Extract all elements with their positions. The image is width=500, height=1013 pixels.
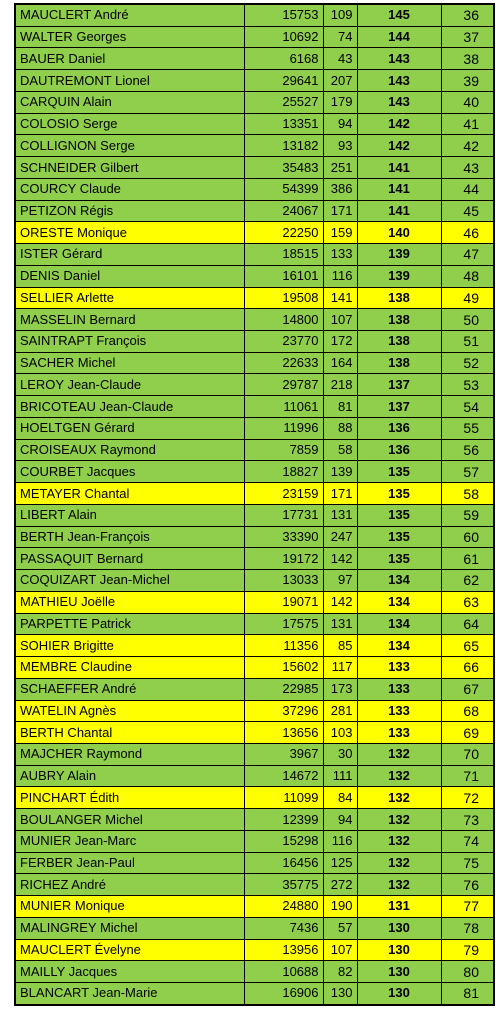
score-cell: 130	[357, 939, 441, 961]
count-cell: 207	[323, 70, 357, 92]
table-row	[15, 852, 494, 874]
total-cell: 35775	[244, 874, 323, 896]
count-cell: 103	[323, 722, 357, 744]
score-cell: 130	[357, 983, 441, 1005]
total-cell: 3967	[244, 743, 323, 765]
table-row	[15, 70, 494, 92]
score-cell: 131	[357, 896, 441, 918]
score-cell: 133	[357, 657, 441, 679]
total-cell: 17575	[244, 613, 323, 635]
score-cell: 138	[357, 309, 441, 331]
score-cell: 130	[357, 961, 441, 983]
player-name-cell: MUNIER Monique	[15, 896, 244, 918]
player-name-cell: MAJCHER Raymond	[15, 743, 244, 765]
count-cell: 133	[323, 244, 357, 266]
player-name-cell: MALINGREY Michel	[15, 917, 244, 939]
count-cell: 131	[323, 504, 357, 526]
count-cell: 171	[323, 200, 357, 222]
score-cell: 132	[357, 809, 441, 831]
rank-cell: 38	[441, 48, 494, 70]
total-cell: 33390	[244, 526, 323, 548]
total-cell: 17731	[244, 504, 323, 526]
table-row	[15, 4, 494, 26]
player-name-cell: CARQUIN Alain	[15, 91, 244, 113]
count-cell: 94	[323, 113, 357, 135]
table-row	[15, 135, 494, 157]
rank-cell: 36	[441, 4, 494, 26]
count-cell: 88	[323, 417, 357, 439]
total-cell: 13656	[244, 722, 323, 744]
score-cell: 138	[357, 352, 441, 374]
score-cell: 132	[357, 787, 441, 809]
table-row	[15, 743, 494, 765]
score-cell: 133	[357, 700, 441, 722]
table-row	[15, 331, 494, 353]
total-cell: 11061	[244, 396, 323, 418]
rank-cell: 44	[441, 178, 494, 200]
count-cell: 190	[323, 896, 357, 918]
player-name-cell: BOULANGER Michel	[15, 809, 244, 831]
rank-cell: 74	[441, 830, 494, 852]
table-row	[15, 765, 494, 787]
player-name-cell: MAILLY Jacques	[15, 961, 244, 983]
table-row	[15, 352, 494, 374]
count-cell: 218	[323, 374, 357, 396]
score-cell: 138	[357, 287, 441, 309]
rank-cell: 76	[441, 874, 494, 896]
score-cell: 134	[357, 591, 441, 613]
player-name-cell: COLLIGNON Serge	[15, 135, 244, 157]
table-row	[15, 374, 494, 396]
total-cell: 22633	[244, 352, 323, 374]
player-name-cell: MASSELIN Bernard	[15, 309, 244, 331]
total-cell: 23770	[244, 331, 323, 353]
total-cell: 10692	[244, 26, 323, 48]
player-name-cell: WATELIN Agnès	[15, 700, 244, 722]
total-cell: 18515	[244, 244, 323, 266]
player-name-cell: PASSAQUIT Bernard	[15, 548, 244, 570]
score-cell: 133	[357, 678, 441, 700]
total-cell: 18827	[244, 461, 323, 483]
rank-cell: 71	[441, 765, 494, 787]
table-row	[15, 461, 494, 483]
total-cell: 11996	[244, 417, 323, 439]
rank-cell: 60	[441, 526, 494, 548]
table-row	[15, 983, 494, 1005]
score-cell: 143	[357, 48, 441, 70]
table-row	[15, 48, 494, 70]
player-name-cell: METAYER Chantal	[15, 483, 244, 505]
rank-cell: 77	[441, 896, 494, 918]
total-cell: 35483	[244, 157, 323, 179]
total-cell: 6168	[244, 48, 323, 70]
total-cell: 11356	[244, 635, 323, 657]
total-cell: 12399	[244, 809, 323, 831]
player-name-cell: SOHIER Brigitte	[15, 635, 244, 657]
count-cell: 141	[323, 287, 357, 309]
table-row	[15, 287, 494, 309]
rank-cell: 47	[441, 244, 494, 266]
total-cell: 29787	[244, 374, 323, 396]
score-cell: 139	[357, 265, 441, 287]
table-row	[15, 830, 494, 852]
score-cell: 136	[357, 439, 441, 461]
score-cell: 132	[357, 743, 441, 765]
table-row	[15, 244, 494, 266]
rank-cell: 55	[441, 417, 494, 439]
score-cell: 143	[357, 70, 441, 92]
table-row	[15, 635, 494, 657]
table-row	[15, 939, 494, 961]
table-row	[15, 917, 494, 939]
table-row	[15, 178, 494, 200]
total-cell: 24880	[244, 896, 323, 918]
player-name-cell: DENIS Daniel	[15, 265, 244, 287]
score-cell: 135	[357, 526, 441, 548]
count-cell: 130	[323, 983, 357, 1005]
count-cell: 107	[323, 309, 357, 331]
count-cell: 173	[323, 678, 357, 700]
table-row	[15, 896, 494, 918]
player-name-cell: MAUCLERT Évelyne	[15, 939, 244, 961]
score-cell: 134	[357, 635, 441, 657]
player-name-cell: BERTH Chantal	[15, 722, 244, 744]
total-cell: 22250	[244, 222, 323, 244]
count-cell: 247	[323, 526, 357, 548]
player-name-cell: PINCHART Édith	[15, 787, 244, 809]
count-cell: 179	[323, 91, 357, 113]
rank-cell: 58	[441, 483, 494, 505]
rank-cell: 72	[441, 787, 494, 809]
player-name-cell: BLANCART Jean-Marie	[15, 983, 244, 1005]
count-cell: 117	[323, 657, 357, 679]
score-cell: 142	[357, 135, 441, 157]
total-cell: 14672	[244, 765, 323, 787]
count-cell: 281	[323, 700, 357, 722]
rank-cell: 50	[441, 309, 494, 331]
count-cell: 251	[323, 157, 357, 179]
table-row	[15, 396, 494, 418]
rank-cell: 66	[441, 657, 494, 679]
rank-cell: 49	[441, 287, 494, 309]
player-name-cell: BAUER Daniel	[15, 48, 244, 70]
score-cell: 135	[357, 548, 441, 570]
player-name-cell: SACHER Michel	[15, 352, 244, 374]
rank-cell: 73	[441, 809, 494, 831]
table-row	[15, 591, 494, 613]
score-cell: 130	[357, 917, 441, 939]
player-name-cell: WALTER Georges	[15, 26, 244, 48]
score-cell: 137	[357, 396, 441, 418]
count-cell: 94	[323, 809, 357, 831]
player-name-cell: ORESTE Monique	[15, 222, 244, 244]
total-cell: 29641	[244, 70, 323, 92]
count-cell: 272	[323, 874, 357, 896]
player-name-cell: DAUTREMONT Lionel	[15, 70, 244, 92]
rank-cell: 56	[441, 439, 494, 461]
rank-cell: 53	[441, 374, 494, 396]
score-cell: 138	[357, 331, 441, 353]
table-row	[15, 570, 494, 592]
total-cell: 23159	[244, 483, 323, 505]
table-row	[15, 439, 494, 461]
table-row	[15, 657, 494, 679]
count-cell: 139	[323, 461, 357, 483]
player-name-cell: MEMBRE Claudine	[15, 657, 244, 679]
ranking-table-body	[15, 4, 494, 1005]
score-cell: 140	[357, 222, 441, 244]
count-cell: 142	[323, 548, 357, 570]
player-name-cell: COQUIZART Jean-Michel	[15, 570, 244, 592]
total-cell: 19508	[244, 287, 323, 309]
rank-cell: 80	[441, 961, 494, 983]
count-cell: 172	[323, 331, 357, 353]
score-cell: 139	[357, 244, 441, 266]
rank-cell: 46	[441, 222, 494, 244]
rank-cell: 51	[441, 331, 494, 353]
player-name-cell: COLOSIO Serge	[15, 113, 244, 135]
total-cell: 11099	[244, 787, 323, 809]
rank-cell: 64	[441, 613, 494, 635]
total-cell: 19071	[244, 591, 323, 613]
score-cell: 134	[357, 570, 441, 592]
total-cell: 13182	[244, 135, 323, 157]
rank-cell: 61	[441, 548, 494, 570]
player-name-cell: ISTER Gérard	[15, 244, 244, 266]
total-cell: 7436	[244, 917, 323, 939]
score-cell: 135	[357, 461, 441, 483]
table-row	[15, 504, 494, 526]
count-cell: 159	[323, 222, 357, 244]
score-cell: 132	[357, 874, 441, 896]
score-cell: 132	[357, 852, 441, 874]
count-cell: 111	[323, 765, 357, 787]
player-name-cell: LEROY Jean-Claude	[15, 374, 244, 396]
player-name-cell: HOELTGEN Gérard	[15, 417, 244, 439]
score-cell: 136	[357, 417, 441, 439]
count-cell: 43	[323, 48, 357, 70]
score-cell: 144	[357, 26, 441, 48]
score-cell: 135	[357, 483, 441, 505]
table-row	[15, 265, 494, 287]
total-cell: 16906	[244, 983, 323, 1005]
total-cell: 16101	[244, 265, 323, 287]
total-cell: 37296	[244, 700, 323, 722]
total-cell: 10688	[244, 961, 323, 983]
total-cell: 14800	[244, 309, 323, 331]
rank-cell: 57	[441, 461, 494, 483]
count-cell: 57	[323, 917, 357, 939]
count-cell: 84	[323, 787, 357, 809]
table-row	[15, 157, 494, 179]
player-name-cell: COURCY Claude	[15, 178, 244, 200]
score-cell: 137	[357, 374, 441, 396]
player-name-cell: SCHNEIDER Gilbert	[15, 157, 244, 179]
table-row	[15, 113, 494, 135]
count-cell: 386	[323, 178, 357, 200]
rank-cell: 48	[441, 265, 494, 287]
count-cell: 116	[323, 830, 357, 852]
total-cell: 13351	[244, 113, 323, 135]
rank-cell: 62	[441, 570, 494, 592]
table-row	[15, 613, 494, 635]
count-cell: 74	[323, 26, 357, 48]
count-cell: 109	[323, 4, 357, 26]
count-cell: 131	[323, 613, 357, 635]
rank-cell: 70	[441, 743, 494, 765]
count-cell: 82	[323, 961, 357, 983]
total-cell: 15753	[244, 4, 323, 26]
table-row	[15, 548, 494, 570]
rank-cell: 37	[441, 26, 494, 48]
rank-cell: 39	[441, 70, 494, 92]
total-cell: 13956	[244, 939, 323, 961]
rank-cell: 54	[441, 396, 494, 418]
player-name-cell: MAUCLERT André	[15, 4, 244, 26]
table-row	[15, 309, 494, 331]
player-name-cell: SELLIER Arlette	[15, 287, 244, 309]
rank-cell: 63	[441, 591, 494, 613]
total-cell: 13033	[244, 570, 323, 592]
count-cell: 81	[323, 396, 357, 418]
score-cell: 143	[357, 91, 441, 113]
rank-cell: 81	[441, 983, 494, 1005]
score-cell: 133	[357, 722, 441, 744]
rank-cell: 41	[441, 113, 494, 135]
player-name-cell: RICHEZ André	[15, 874, 244, 896]
total-cell: 24067	[244, 200, 323, 222]
total-cell: 22985	[244, 678, 323, 700]
rank-cell: 65	[441, 635, 494, 657]
player-name-cell: AUBRY Alain	[15, 765, 244, 787]
count-cell: 93	[323, 135, 357, 157]
count-cell: 164	[323, 352, 357, 374]
count-cell: 85	[323, 635, 357, 657]
table-row	[15, 222, 494, 244]
total-cell: 15298	[244, 830, 323, 852]
total-cell: 25527	[244, 91, 323, 113]
table-row	[15, 787, 494, 809]
player-name-cell: BERTH Jean-François	[15, 526, 244, 548]
table-row	[15, 874, 494, 896]
ranking-table	[14, 3, 495, 1006]
ranking-table-container	[14, 3, 495, 1006]
score-cell: 141	[357, 178, 441, 200]
rank-cell: 45	[441, 200, 494, 222]
player-name-cell: PETIZON Régis	[15, 200, 244, 222]
rank-cell: 75	[441, 852, 494, 874]
table-row	[15, 678, 494, 700]
rank-cell: 68	[441, 700, 494, 722]
player-name-cell: MUNIER Jean-Marc	[15, 830, 244, 852]
player-name-cell: CROISEAUX Raymond	[15, 439, 244, 461]
total-cell: 7859	[244, 439, 323, 461]
rank-cell: 69	[441, 722, 494, 744]
score-cell: 145	[357, 4, 441, 26]
rank-cell: 43	[441, 157, 494, 179]
rank-cell: 40	[441, 91, 494, 113]
rank-cell: 52	[441, 352, 494, 374]
table-row	[15, 526, 494, 548]
count-cell: 116	[323, 265, 357, 287]
count-cell: 142	[323, 591, 357, 613]
table-row	[15, 961, 494, 983]
table-row	[15, 91, 494, 113]
count-cell: 30	[323, 743, 357, 765]
player-name-cell: COURBET Jacques	[15, 461, 244, 483]
score-cell: 141	[357, 157, 441, 179]
player-name-cell: SCHAEFFER André	[15, 678, 244, 700]
table-row	[15, 483, 494, 505]
count-cell: 58	[323, 439, 357, 461]
score-cell: 132	[357, 830, 441, 852]
rank-cell: 59	[441, 504, 494, 526]
rank-cell: 79	[441, 939, 494, 961]
count-cell: 107	[323, 939, 357, 961]
total-cell: 19172	[244, 548, 323, 570]
count-cell: 97	[323, 570, 357, 592]
player-name-cell: BRICOTEAU Jean-Claude	[15, 396, 244, 418]
player-name-cell: MATHIEU Joëlle	[15, 591, 244, 613]
rank-cell: 42	[441, 135, 494, 157]
rank-cell: 67	[441, 678, 494, 700]
count-cell: 171	[323, 483, 357, 505]
table-row	[15, 809, 494, 831]
table-row	[15, 26, 494, 48]
score-cell: 141	[357, 200, 441, 222]
table-row	[15, 722, 494, 744]
score-cell: 132	[357, 765, 441, 787]
score-cell: 135	[357, 504, 441, 526]
total-cell: 15602	[244, 657, 323, 679]
score-cell: 142	[357, 113, 441, 135]
player-name-cell: FERBER Jean-Paul	[15, 852, 244, 874]
table-row	[15, 200, 494, 222]
table-row	[15, 417, 494, 439]
table-row	[15, 700, 494, 722]
count-cell: 125	[323, 852, 357, 874]
player-name-cell: LIBERT Alain	[15, 504, 244, 526]
total-cell: 54399	[244, 178, 323, 200]
player-name-cell: SAINTRAPT François	[15, 331, 244, 353]
total-cell: 16456	[244, 852, 323, 874]
rank-cell: 78	[441, 917, 494, 939]
player-name-cell: PARPETTE Patrick	[15, 613, 244, 635]
score-cell: 134	[357, 613, 441, 635]
